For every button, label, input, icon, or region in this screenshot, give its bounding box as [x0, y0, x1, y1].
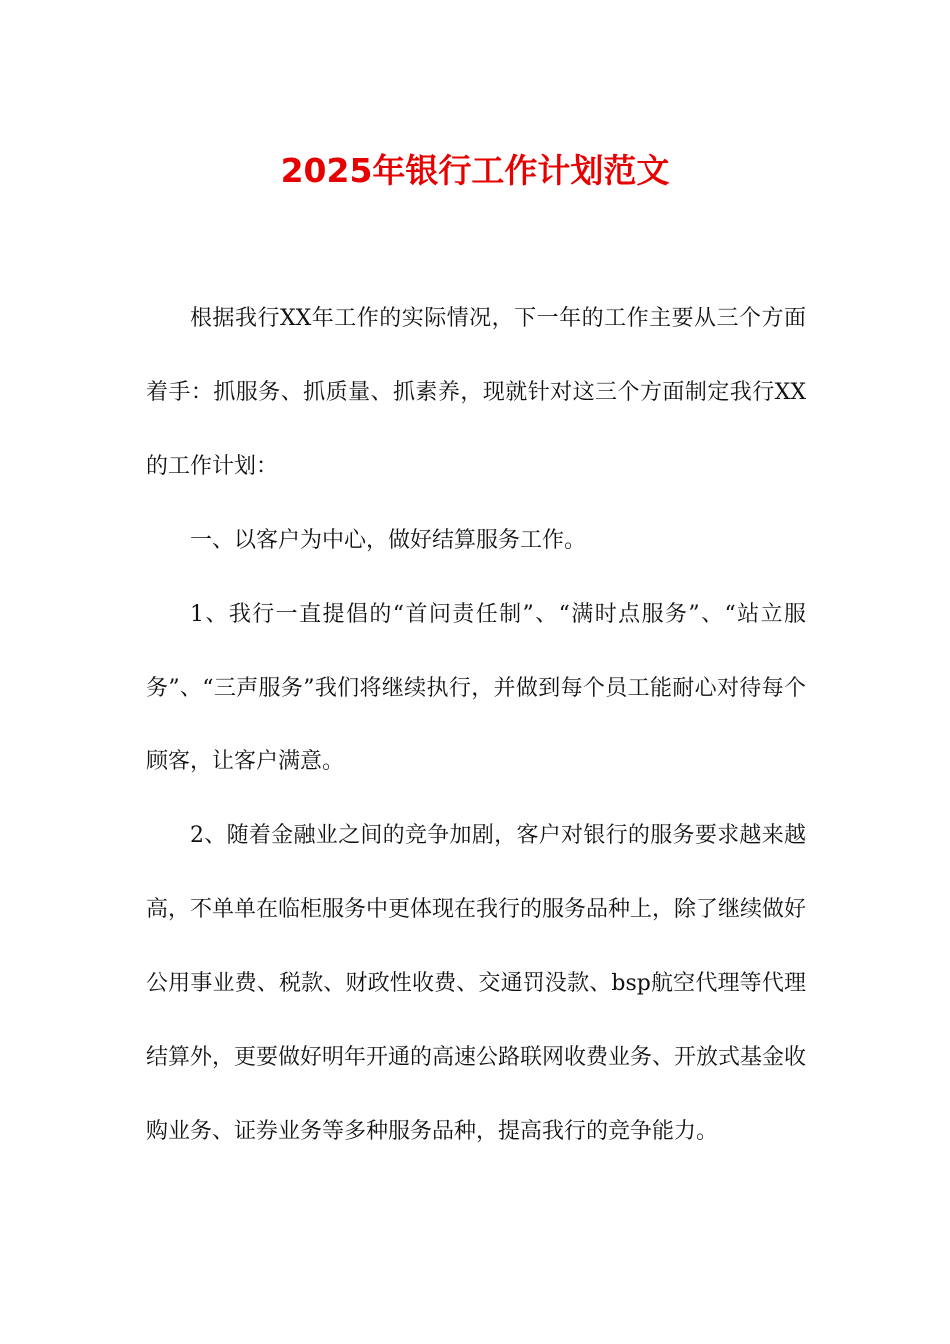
- paragraph-section-heading: 一、以客户为中心，做好结算服务工作。: [190, 527, 587, 553]
- document-title: 2025年银行工作计划范文: [280, 151, 670, 190]
- paragraph-item-2: 2、随着金融业之间的竞争加剧，客户对银行的服务要求越来越高，不单单在临柜服务中更体现在我行的服务品种上，除了继续做好公用事业费、税款、财政性收费、交通罚没款、bsp航空代理等代理结算外，更要做好明年开通的高速公路联网收费业务、开放式基金收购业务、证券业务等多种服务品种，提高我行的竞争能力。: [146, 823, 807, 1144]
- paragraph-item-1: 1、我行一直提倡的“首问责任制”、“满时点服务”、“站立服务”、“三声服务”我们将继续执行，并做到每个员工能耐心对待每个顾客，让客户满意。: [146, 601, 806, 775]
- paragraph-intro: 根据我行XX年工作的实际情况，下一年的工作主要从三个方面着手：抓服务、抓质量、抓素养，现就针对这三个方面制定我行XX的工作计划：: [146, 306, 806, 479]
- document-body: [146, 282, 806, 1169]
